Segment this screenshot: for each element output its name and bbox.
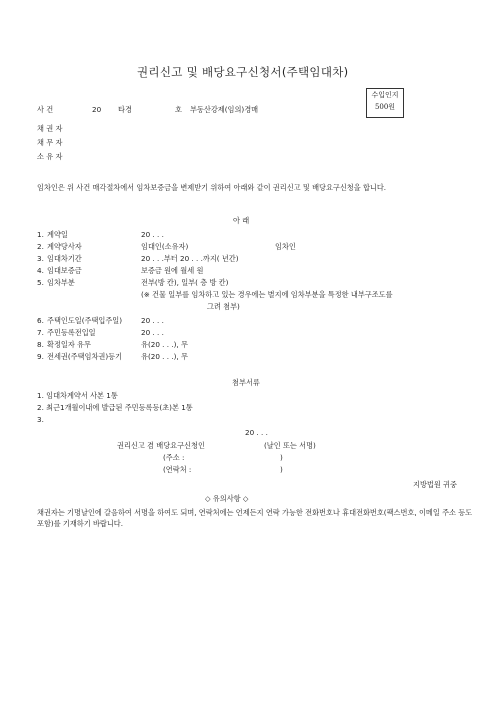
item-note-leased-part-cont: 그려 첨부) xyxy=(207,302,240,311)
address-close: ) xyxy=(280,453,283,462)
party-owner: 소 유 자 xyxy=(37,152,63,161)
party-creditor: 채 권 자 xyxy=(37,124,63,133)
item-label-resident-registration: 주민등록전입일 xyxy=(47,328,96,337)
case-label: 사 건 xyxy=(37,105,54,114)
item-label-deposit: 임대보증금 xyxy=(47,266,82,275)
item-label-handover-date: 주택인도일(주택입주일) xyxy=(47,316,123,325)
item-number: 1. xyxy=(37,230,44,239)
case-type: 타경 xyxy=(118,105,132,114)
item-number: 9. xyxy=(37,352,44,361)
item-value-handover-date: 20 . . . xyxy=(141,316,164,325)
intro-paragraph: 임차인은 위 사건 매각절차에서 임차보증금을 변제받기 위하여 아래와 같이 권리신고 및 배당요구신청을 합니다. xyxy=(37,183,387,192)
item-label-fixed-date: 확정일자 유무 xyxy=(47,340,91,349)
stamp-amount: 500원 xyxy=(374,103,396,111)
submission-date: 20 . . . xyxy=(245,428,268,437)
attachments-heading: 첨부서류 xyxy=(232,378,260,387)
attachment-item: 1. 임대차계약서 사본 1통 xyxy=(37,391,118,400)
item-value-tenant: 임차인 xyxy=(275,242,296,251)
item-number: 6. xyxy=(37,316,44,325)
stamp-label: 수입인지 xyxy=(371,91,399,99)
item-value-leased-part: 전부(방 칸), 일부( 층 방 칸) xyxy=(141,278,229,287)
applicant-signature-note: (날인 또는 서명) xyxy=(264,441,316,450)
item-label-leased-part: 임차부분 xyxy=(47,278,75,287)
party-debtor: 채 무 자 xyxy=(37,138,63,147)
contact-close: ) xyxy=(280,465,283,474)
item-number: 2. xyxy=(37,242,44,251)
address-label: (주소 : xyxy=(163,453,185,462)
attachment-item: 3. xyxy=(37,415,44,424)
item-number: 5. xyxy=(37,278,44,287)
notice-heading: ◇ 유의사항 ◇ xyxy=(205,494,249,503)
attachment-item: 2. 최근1개월이내에 발급된 주민등록등(초)본 1통 xyxy=(37,403,193,412)
page-title: 권리신고 및 배당요구신청서(주택임대차) xyxy=(137,65,349,79)
case-ho: 호 xyxy=(175,105,182,114)
section-heading-below: 아 래 xyxy=(233,216,250,225)
item-label-registration: 전세권(주택임차권)등기 xyxy=(47,352,123,361)
item-value-fixed-date: 유(20 . . .), 무 xyxy=(141,340,188,349)
item-value-contract-date: 20 . . . xyxy=(141,230,164,239)
court-addressee: 지방법원 귀중 xyxy=(413,480,457,489)
item-value-lease-period: 20 . . .부터 20 . . .까지( 년간) xyxy=(141,254,239,263)
item-number: 8. xyxy=(37,340,44,349)
contact-label: (연락처 : xyxy=(163,465,192,474)
item-value-registration: 유(20 . . .), 무 xyxy=(141,352,188,361)
item-label-lease-period: 임대차기간 xyxy=(47,254,82,263)
item-value-resident-registration: 20 . . . xyxy=(141,328,164,337)
case-year: 20 xyxy=(92,105,102,114)
item-value-deposit: 보증금 원에 월세 원 xyxy=(141,266,204,275)
notice-text: 채권자는 기명날인에 갈음하여 서명을 하여도 되며, 연락처에는 언제든지 연락 가능한 전화번호나 휴대전화번호(팩스번호, 이메일 주소 등도 포함)를 기재하기 바랍니다. xyxy=(37,508,473,528)
case-court-type: 부동산강제(임의)경매 xyxy=(190,105,259,114)
item-number: 7. xyxy=(37,328,44,337)
item-number: 4. xyxy=(37,266,44,275)
item-note-leased-part: (※ 건물 일부를 임차하고 있는 경우에는 별지에 임차부분을 특정한 내부구조도를 xyxy=(141,290,393,299)
item-number: 3. xyxy=(37,254,44,263)
item-label-parties: 계약당사자 xyxy=(47,242,82,251)
item-label-contract-date: 계약일 xyxy=(47,230,68,239)
item-value-landlord: 임대인(소유자) xyxy=(141,242,189,251)
applicant-label: 권리신고 겸 배당요구신청인 xyxy=(117,441,205,450)
revenue-stamp-box xyxy=(366,88,404,118)
